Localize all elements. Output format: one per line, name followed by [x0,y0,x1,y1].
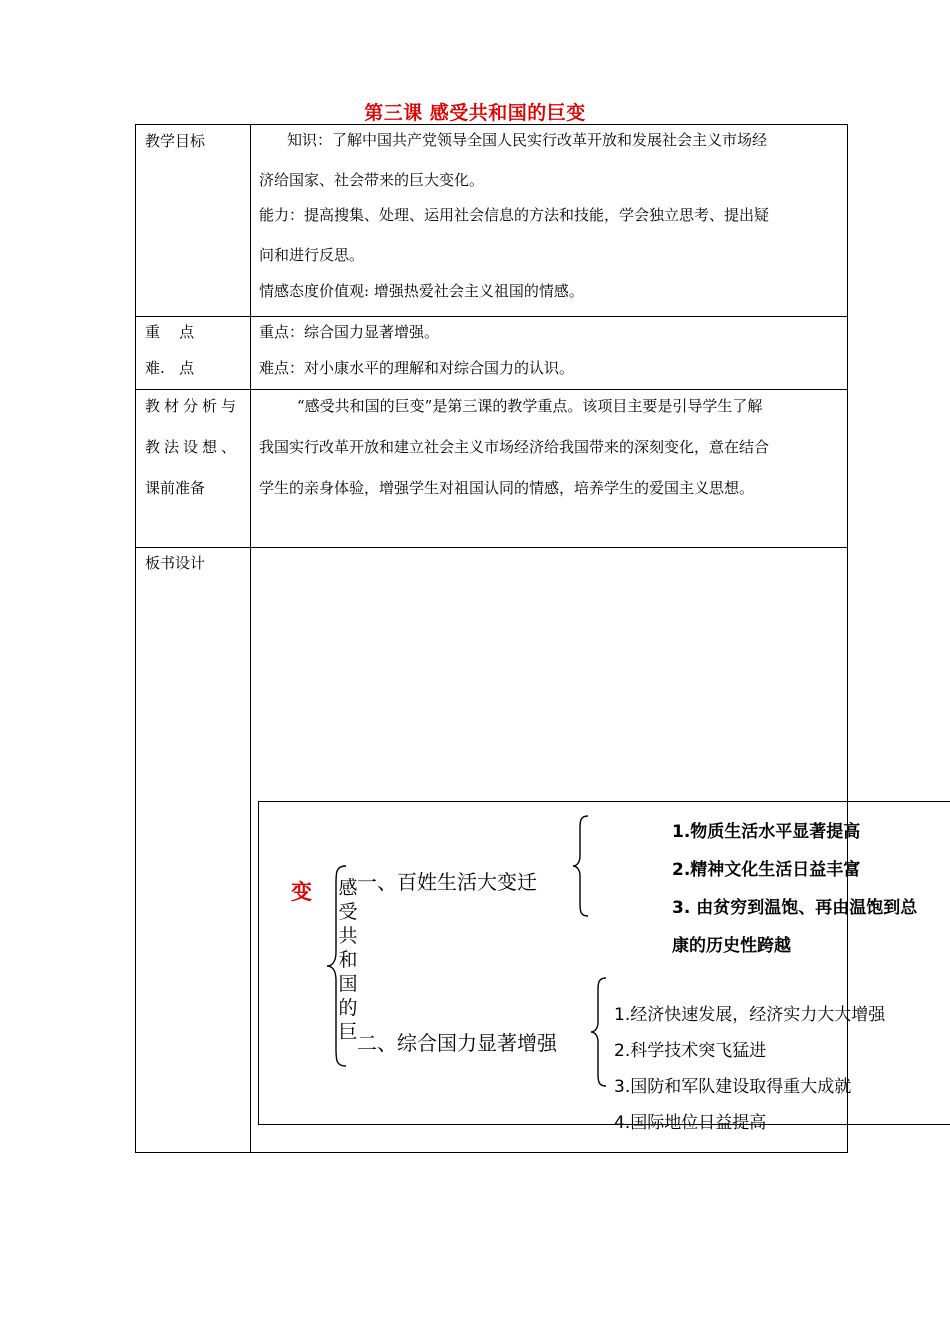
analysis-label-line-1: 教材分析与 [145,397,241,415]
focus-difficulty: 难点：对小康水平的理解和对综合国力的认识。 [259,359,575,377]
board-red-char: 变 [291,880,312,904]
vertical-title-char: 感 [338,877,358,899]
focus-key: 重点：综合国力显著增强。 [259,323,440,341]
table-border-bottom [135,1152,848,1153]
vertical-title-char: 巨 [338,1021,358,1043]
section-1-item: 3. 由贫穷到温饱、再由温饱到总 [672,898,918,918]
section-1-item: 1.物质生活水平显著提高 [672,822,861,842]
focus-label-key: 重 点 [145,323,195,341]
main-brace [326,864,348,1068]
section-2-item: 2.科学技术突飞猛进 [614,1041,767,1061]
vertical-title-char: 共 [338,925,358,947]
vertical-title-char: 受 [338,901,358,923]
analysis-content [259,396,845,498]
vertical-title-char: 的 [338,997,358,1019]
analysis-line-2: 我国实行改革开放和建立社会主义市场经济给我国带来的深刻变化，意在结合 [259,438,770,456]
table-border-left [135,124,136,1153]
goals-knowledge-line-2: 济给国家、社会带来的巨大变化。 [259,171,485,189]
analysis-line-1: “感受共和国的巨变”是第三课的教学重点。该项目主要是引导学生了解 [297,397,763,415]
table-divider-3 [135,547,848,548]
section-1-brace [572,814,590,918]
vertical-title-char: 国 [338,973,358,995]
analysis-label-line-2: 教法设想、 [145,438,241,456]
goals-attitude: 情感态度价值观: 增强热爱社会主义祖国的情感。 [259,282,584,300]
goals-content [259,130,845,301]
section-2-brace [590,976,608,1088]
focus-label-difficulty: 难. 点 [145,359,195,377]
section-1-item: 康的历史性跨越 [672,936,791,956]
section-2-heading: 二、综合国力显著增强 [357,1031,557,1055]
goals-ability-line-2: 问和进行反思。 [259,246,365,264]
analysis-label-line-3: 课前准备 [145,479,206,497]
vertical-title-char: 和 [338,949,358,971]
section-2-item: 1.经济快速发展，经济实力大大增强 [614,1005,886,1025]
goals-label: 教学目标 [145,132,206,150]
analysis-label [145,396,245,498]
table-divider-1 [135,316,848,317]
section-1-heading: 一、百姓生活大变迁 [357,870,537,894]
board-design-label: 板书设计 [145,554,206,572]
section-2-item: 3.国防和军队建设取得重大成就 [614,1077,852,1097]
table-divider-2 [135,389,848,390]
section-1-item: 2.精神文化生活日益丰富 [672,860,861,880]
lesson-title: 第三课 感受共和国的巨变 [364,102,586,124]
section-2-item: 4.国际地位日益提高 [614,1113,767,1133]
table-border-top [135,124,848,125]
goals-ability-line-1: 能力：提高搜集、处理、运用社会信息的方法和技能，学会独立思考、提出疑 [259,206,770,224]
goals-knowledge-line-1: 知识：了解中国共产党领导全国人民实行改革开放和发展社会主义市场经 [287,131,768,149]
table-column-divider [250,124,251,1153]
analysis-line-3: 学生的亲身体验，增强学生对祖国认同的情感，培养学生的爱国主义思想。 [259,479,755,497]
